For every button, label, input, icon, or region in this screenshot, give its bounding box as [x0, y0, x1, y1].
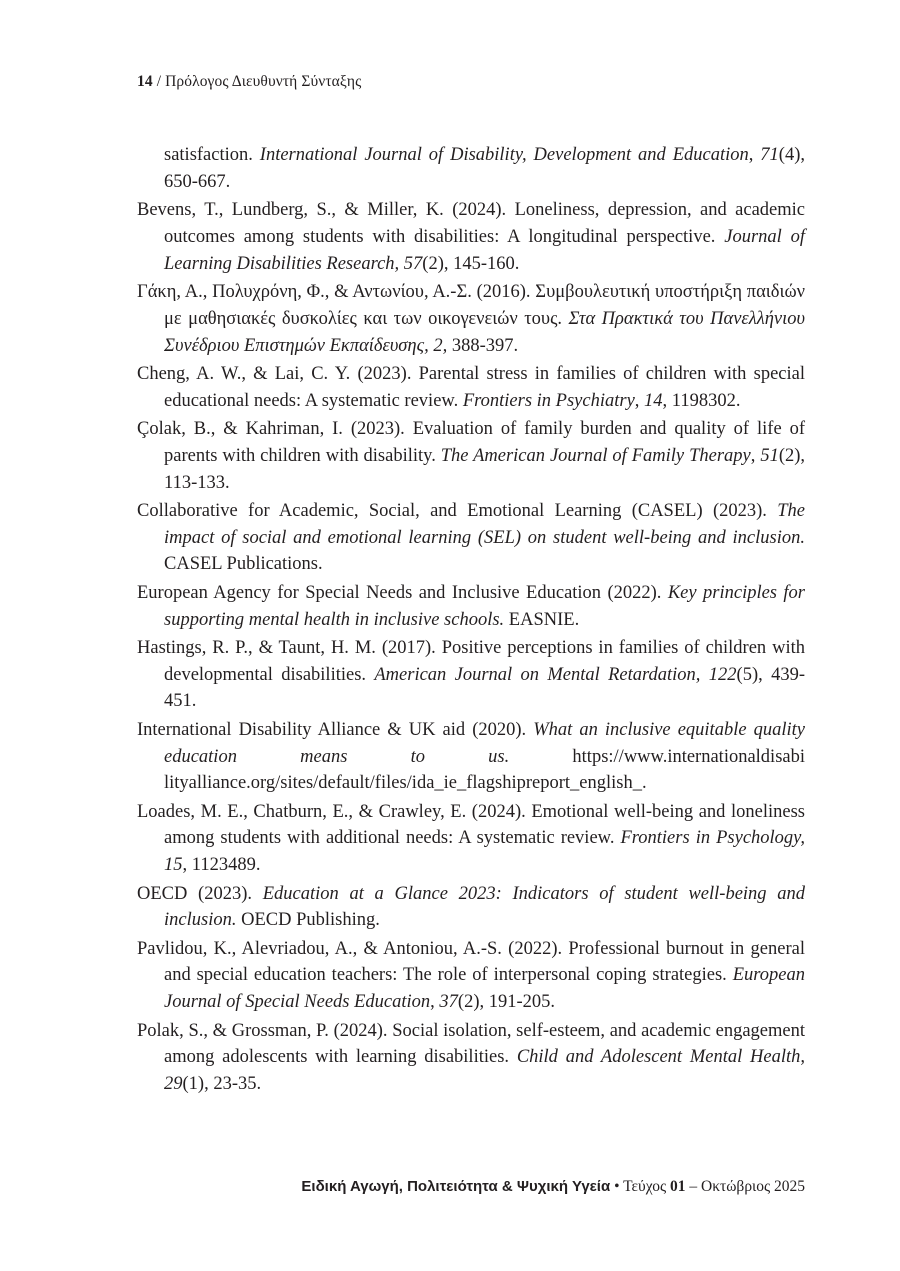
- reference-text: https://www.internationaldisabi lityalliance.org/sites/default/files/ida_ie_flagshipreport_english_.: [164, 746, 806, 794]
- reference-text: , 1198302.: [662, 390, 741, 411]
- reference-text: (4), 650-667.: [164, 145, 805, 192]
- reference-text: ,: [634, 390, 645, 411]
- reference-italic-text: Education at a Glance 2023: Indicators of student well-being and inclusion.: [164, 883, 805, 931]
- reference-italic-text: American Journal on Mental Retardation, 122: [374, 664, 737, 685]
- reference-entry: [137, 936, 805, 1016]
- reference-entry: [137, 416, 805, 496]
- reference-text: 388-397.: [447, 335, 519, 356]
- reference-text: CASEL Publications.: [164, 554, 323, 575]
- reference-text: ,: [748, 145, 761, 165]
- section-title: Πρόλογος Διευθυντή Σύνταξης: [165, 73, 362, 90]
- reference-text: (2), 145-160.: [422, 253, 520, 274]
- reference-entry: [137, 361, 805, 415]
- reference-text: (2), 113-133.: [164, 445, 806, 493]
- reference-list: [137, 142, 805, 1099]
- reference-italic-text: Στα Πρακτικά του Πανελλήνιου Συνέδριου Επιστημών Εκπαίδευσης, 2,: [164, 308, 805, 356]
- reference-italic-text: Key principles for supporting mental health in inclusive schools.: [164, 582, 806, 630]
- reference-entry: [137, 279, 805, 359]
- reference-italic-text: 51: [760, 445, 779, 466]
- reference-text: Çolak, B., & Kahriman, I. (2023). Evaluation of family burden and quality of life of parents with children with disability.: [137, 418, 805, 466]
- reference-entry: [137, 881, 805, 935]
- issue-label: Τεύχος: [623, 1178, 667, 1195]
- reference-italic-text: What an inclusive equitable quality education means to us.: [164, 719, 805, 767]
- reference-entry: [137, 635, 805, 715]
- reference-text: Cheng, A. W., & Lai, C. Y. (2023). Parental stress in families of children with special educational needs: A systematic review.: [137, 363, 805, 411]
- reference-text: , 1123489.: [182, 855, 261, 876]
- reference-text: OECD (2023).: [137, 883, 263, 904]
- reference-italic-text: Journal of Learning Disabilities Research, 57: [164, 226, 805, 274]
- reference-text: International Disability Alliance & UK aid (2020).: [137, 719, 534, 740]
- reference-italic-text: The impact of social and emotional learning (SEL) on student well-being and inclusion.: [164, 500, 805, 548]
- reference-italic-text: Frontiers in Psychology, 15: [164, 828, 805, 876]
- reference-italic-text: The American Journal of Family Therapy: [440, 445, 751, 466]
- reference-italic-text: European Journal of Special Needs Education: [164, 965, 805, 1013]
- reference-italic-text: 37: [439, 992, 458, 1013]
- reference-text: Bevens, T., Lundberg, S., & Miller, K. (2024). Loneliness, depression, and academic outcomes among students with disabilities: A longitudinal perspective.: [137, 200, 805, 247]
- reference-text: OECD Publishing.: [236, 910, 380, 931]
- reference-entry: [137, 580, 805, 634]
- page-footer: [301, 1178, 805, 1196]
- reference-text: Collaborative for Academic, Social, and Emotional Learning (CASEL) (2023).: [137, 500, 778, 521]
- reference-text: (1), 23-35.: [182, 1074, 262, 1095]
- reference-text: (5), 439-451.: [164, 664, 805, 712]
- reference-italic-text: 14: [644, 390, 663, 411]
- reference-italic-text: Frontiers in Psychiatry: [462, 390, 635, 411]
- reference-text: Γάκη, Α., Πολυχρόνη, Φ., & Αντωνίου, Α.-Σ. (2016). Συμβουλευτική υποστήριξη παιδιών με μαθησιακές δυσκολίες και των οικογενειών τους.: [137, 281, 805, 329]
- reference-text: European Agency for Special Needs and Inclusive Education (2022).: [137, 582, 668, 603]
- reference-text: Pavlidou, K., Alevriadou, A., & Antoniou, A.-S. (2022). Professional burnout in general and special education teachers: The role of interpersonal coping strategies.: [137, 938, 805, 986]
- reference-text: Polak, S., & Grossman, P. (2024). Social isolation, self-esteem, and academic engagement among adolescents with learning disabilities.: [137, 1020, 805, 1068]
- reference-entry: [137, 1018, 805, 1098]
- header-separator: /: [156, 73, 162, 90]
- reference-entry: [137, 799, 805, 879]
- reference-entry: [137, 717, 805, 797]
- reference-text: EASNIE.: [504, 609, 580, 630]
- reference-italic-text: International Journal of Disability, Development and Education: [259, 145, 749, 165]
- reference-italic-text: Child and Adolescent Mental Health, 29: [164, 1047, 805, 1095]
- reference-text: satisfaction.: [164, 145, 260, 165]
- footer-bullet: •: [614, 1178, 620, 1195]
- journal-title: Ειδική Αγωγή, Πολιτειότητα & Ψυχική Υγεία: [301, 1178, 611, 1195]
- issue-number: 01: [670, 1178, 686, 1195]
- reference-text: (2), 191-205.: [457, 992, 556, 1013]
- reference-entry: [137, 142, 805, 196]
- reference-text: Loades, M. E., Chatburn, E., & Crawley, E. (2024). Emotional well-being and loneliness among students with additional needs: A systematic review.: [137, 801, 805, 849]
- page-number: 14: [137, 73, 153, 90]
- reference-text: ,: [750, 445, 761, 466]
- reference-italic-text: 71: [760, 145, 779, 165]
- running-head: [137, 73, 361, 91]
- reference-entry: [137, 197, 805, 277]
- reference-text: ,: [430, 992, 440, 1013]
- reference-entry: [137, 498, 805, 578]
- issue-date: – Οκτώβριος 2025: [689, 1178, 805, 1195]
- reference-text: Hastings, R. P., & Taunt, H. M. (2017). Positive perceptions in families of children with developmental disabilities.: [137, 637, 805, 685]
